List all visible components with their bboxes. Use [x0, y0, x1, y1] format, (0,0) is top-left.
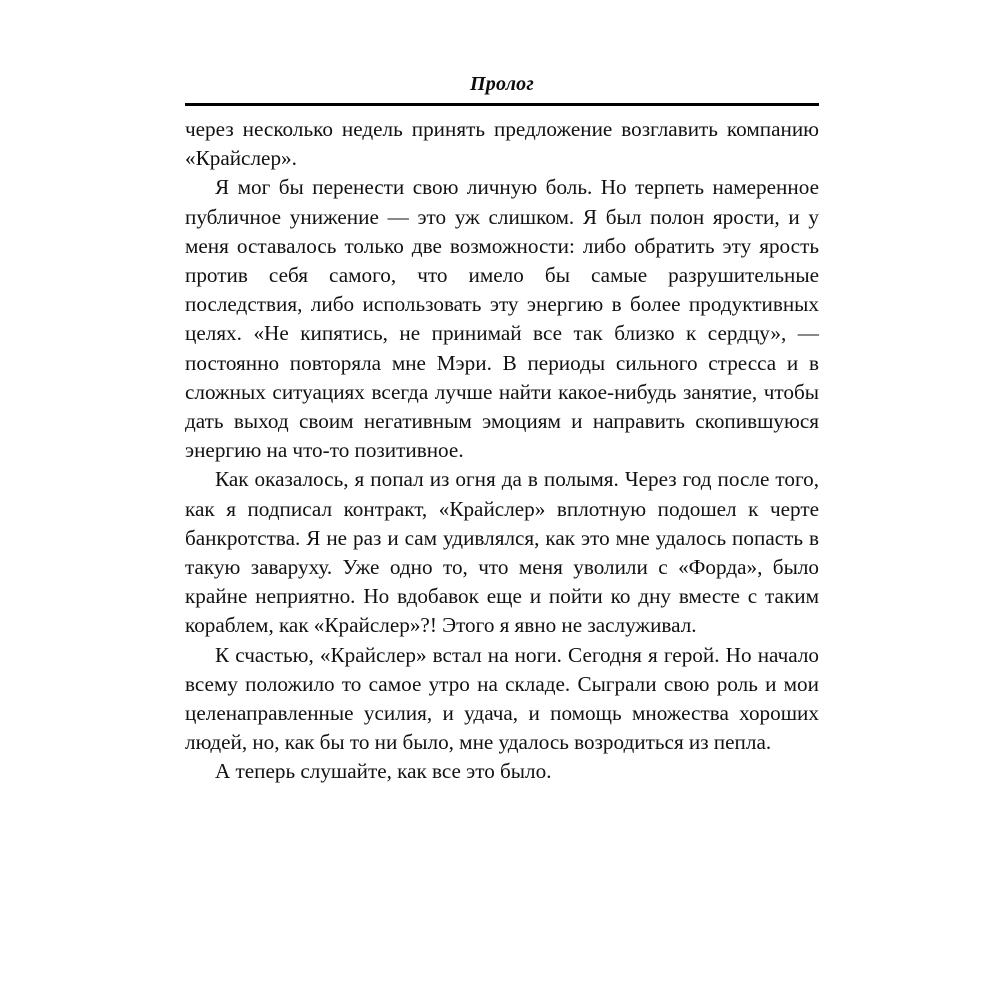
header-rule-divider [185, 103, 819, 106]
running-head: Пролог [470, 73, 534, 95]
paragraph: Я мог бы перенести свою личную боль. Но терпеть намеренное публичное унижение — это уж слишком. Я был полон ярости, и у меня оставалось только две возможности: либо обратить эту ярость против себя самого, что имело бы самые разрушительные последствия, либо использовать эту энергию в более продуктивных целях. «Не кипятись, не принимай все так близко к сердцу», — постоянно повторяла мне Мэри. В периоды сильного стресса и в сложных ситуациях всегда лучше найти какое-нибудь занятие, чтобы дать выход своим негативным эмоциям и направить скопившуюся энергию на что-то позитивное. [185, 175, 819, 463]
body-text-block [185, 115, 819, 787]
paragraph: через несколько недель принять предложение возглавить компанию «Крайслер». [185, 117, 819, 171]
paragraph: А теперь слушайте, как все это было. [215, 759, 552, 784]
paragraph: Как оказалось, я попал из огня да в полымя. Через год после того, как я подписал контракт, «Крайслер» вплотную подошел к черте банкротства. Я не раз и сам удивлялся, как это мне удалось попасть в такую заваруху. Уже одно то, что меня уволили с «Форда», было крайне неприятно. Но вдобавок еще и пойти ко дну вместе с таким кораблем, как «Крайслер»?! Этого я явно не заслуживал. [185, 467, 819, 638]
paragraph: К счастью, «Крайслер» встал на ноги. Сегодня я герой. Но начало всему положило то самое утро на складе. Сыграли свою роль и мои целенаправленные усилия, и удача, и помощь множества хороших людей, но, как бы то ни было, мне удалось возродиться из пепла. [185, 642, 819, 755]
